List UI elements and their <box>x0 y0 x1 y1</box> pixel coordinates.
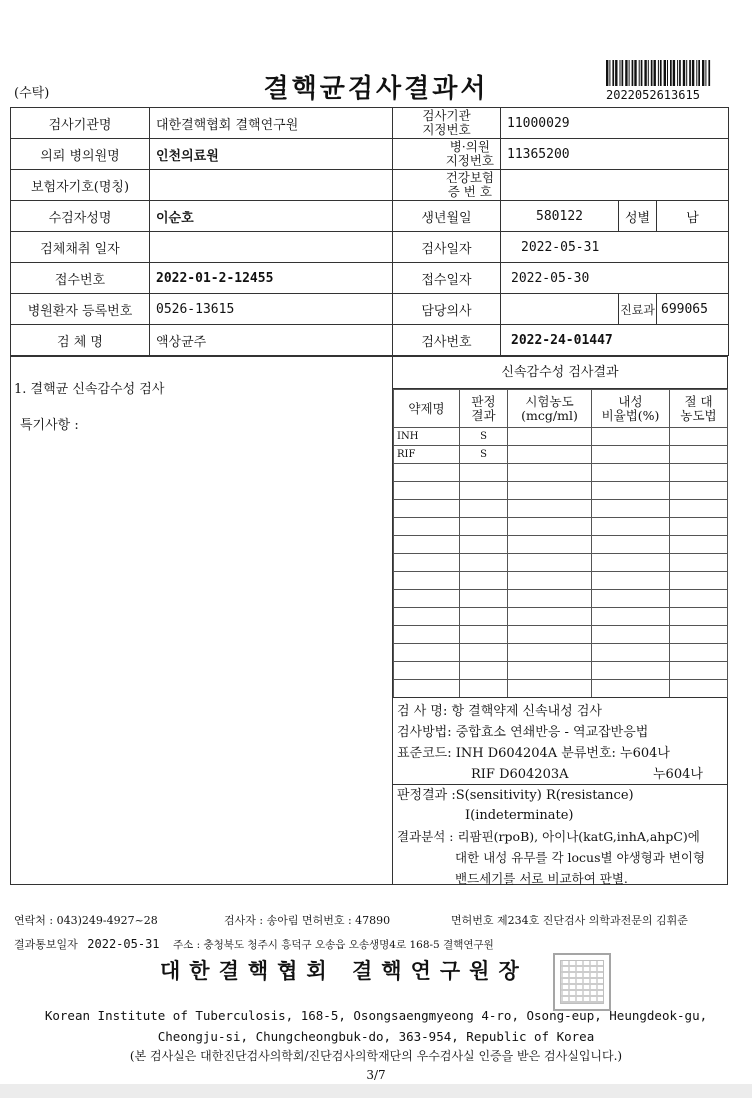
barcode-bar <box>615 60 617 86</box>
results-empty-row <box>394 518 728 536</box>
barcode-bar <box>622 60 624 86</box>
results-empty-cell <box>394 482 460 500</box>
patient-registration-label: 병원환자 등록번호 <box>11 294 150 325</box>
results-cell: S <box>460 446 508 464</box>
reception-number-value: 2022-01-2-12455 <box>150 263 393 294</box>
results-empty-cell <box>592 536 670 554</box>
barcode-bar <box>654 60 656 86</box>
barcode-bar <box>683 60 685 86</box>
results-empty-cell <box>460 518 508 536</box>
test-number-value: 2022-24-01447 <box>501 325 729 356</box>
barcode-bar <box>677 60 678 86</box>
results-empty-cell <box>508 464 592 482</box>
method-standard-code-2: RIF D604203A <box>471 767 569 782</box>
results-row <box>394 428 728 446</box>
results-empty-cell <box>670 464 728 482</box>
insurance-label: 보험자기호(명칭) <box>11 170 150 201</box>
method-standard-code: 표준코드: INH D604204A 분류번호: 누604나 <box>397 746 670 761</box>
test-date-value: 2022-05-31 <box>501 232 729 263</box>
barcode-bar <box>658 60 659 86</box>
barcode-bar <box>667 60 668 86</box>
results-cell <box>670 428 728 446</box>
results-empty-cell <box>508 608 592 626</box>
barcode-bar <box>625 60 627 86</box>
health-insurance-label <box>393 170 501 201</box>
results-header-cell: 약제명 <box>394 390 460 428</box>
results-empty-cell <box>592 644 670 662</box>
barcode-bar <box>708 60 710 86</box>
notify-date-label: 결과통보일자 <box>14 938 78 951</box>
doctor-value <box>501 294 619 325</box>
results-cell <box>670 446 728 464</box>
english-address <box>0 1005 752 1047</box>
barcode <box>606 60 712 86</box>
reception-number-label: 접수번호 <box>11 263 150 294</box>
analysis-block <box>393 826 727 889</box>
barcode-bar <box>689 60 691 86</box>
results-empty-cell <box>592 608 670 626</box>
results-empty-cell <box>394 626 460 644</box>
results-empty-cell <box>394 680 460 698</box>
results-empty-cell <box>508 554 592 572</box>
results-empty-cell <box>394 572 460 590</box>
contact: 연락처 : 043)249-4927~28 <box>14 914 158 927</box>
results-empty-cell <box>394 500 460 518</box>
results-empty-cell <box>460 572 508 590</box>
barcode-bar <box>673 60 675 86</box>
reception-date-value: 2022-05-30 <box>501 263 729 294</box>
hospital-code-value: 11365200 <box>501 139 729 170</box>
barcode-bar <box>660 60 662 86</box>
results-cell <box>592 428 670 446</box>
patient-name-label: 수검자성명 <box>11 201 150 232</box>
notify-date: 2022-05-31 <box>87 937 160 951</box>
results-table <box>393 389 728 698</box>
results-empty-cell <box>592 482 670 500</box>
test-item: 1. 결핵균 신속감수성 검사 <box>14 382 165 397</box>
method-class-code-2: 누604나 <box>653 767 703 782</box>
specimen-label: 검 체 명 <box>11 325 150 356</box>
barcode-bar <box>686 60 687 86</box>
results-empty-cell <box>394 644 460 662</box>
collect-date-value <box>150 232 393 263</box>
barcode-bar <box>705 60 706 86</box>
results-empty-row <box>394 500 728 518</box>
hospital-value: 인천의료원 <box>150 139 393 170</box>
barcode-bar <box>644 60 646 86</box>
specialist: 면허번호 제234호 진단검사 의학과전문의 김휘준 <box>451 914 688 927</box>
test-method-block <box>393 697 727 785</box>
reception-date-label: 접수일자 <box>393 263 501 294</box>
header-table <box>10 107 729 356</box>
results-empty-cell <box>592 680 670 698</box>
results-empty-row <box>394 626 728 644</box>
hospital-code-label-text: 병·의원 지정번호 <box>445 139 494 168</box>
judgement-line-1: 판정결과 :S(sensitivity) R(resistance) <box>397 788 634 803</box>
results-empty-row <box>394 608 728 626</box>
barcode-bar <box>629 60 630 86</box>
results-empty-cell <box>394 662 460 680</box>
judgement-block <box>393 786 727 826</box>
results-empty-cell <box>508 536 592 554</box>
method-procedure: 검사방법: 중합효소 연쇄반응 - 역교잡반응법 <box>397 725 649 740</box>
insurance-value <box>150 170 393 201</box>
results-cell <box>508 446 592 464</box>
analysis-line-2: 대한 내성 유무를 각 locus별 야생형과 변이형 <box>455 850 706 865</box>
results-empty-cell <box>460 482 508 500</box>
agency-code-label <box>393 108 501 139</box>
department-label: 진료과 <box>619 294 657 325</box>
results-empty-cell <box>460 608 508 626</box>
results-empty-cell <box>394 554 460 572</box>
results-empty-cell <box>460 500 508 518</box>
birth-label: 생년월일 <box>393 201 501 232</box>
patient-registration-value: 0526-13615 <box>150 294 393 325</box>
results-empty-cell <box>508 644 592 662</box>
results-empty-cell <box>592 662 670 680</box>
analysis-line-1: 결과분석 : 리팜핀(rpoB), 아이나(katG,inhA,ahpC)에 <box>397 829 700 844</box>
document-title: 결핵균검사결과서 <box>263 74 489 104</box>
sex-label: 성별 <box>619 201 657 232</box>
results-empty-cell <box>592 590 670 608</box>
barcode-bar <box>612 60 614 86</box>
birth-value: 580122 <box>501 201 619 232</box>
results-empty-row <box>394 572 728 590</box>
method-standard-code-2-row <box>397 764 723 785</box>
results-empty-row <box>394 662 728 680</box>
results-empty-cell <box>394 518 460 536</box>
results-header-cell: 절 대 농도법 <box>670 390 728 428</box>
results-row <box>394 446 728 464</box>
results-empty-cell <box>670 590 728 608</box>
results-empty-row <box>394 464 728 482</box>
results-header-cell: 판정 결과 <box>460 390 508 428</box>
judgement-line-2: I(indeterminate) <box>465 808 574 823</box>
results-empty-cell <box>460 680 508 698</box>
barcode-bar <box>639 60 640 86</box>
english-address-line-2: Cheongju-si, Chungcheongbuk-do, 363-954, Republic of Korea <box>157 1029 595 1044</box>
organization-name: 대한결핵협회 결핵연구원장 <box>160 959 528 983</box>
results-empty-cell <box>460 464 508 482</box>
results-empty-row <box>394 680 728 698</box>
english-address-line-1: Korean Institute of Tuberculosis, 168-5, Osongsaengmyeong 4-ro, Osong-eup, Heungdeok-gu, <box>44 1008 708 1023</box>
barcode-bar <box>698 60 700 86</box>
test-number-label: 검사번호 <box>393 325 501 356</box>
results-empty-cell <box>460 662 508 680</box>
results-empty-cell <box>460 554 508 572</box>
results-empty-cell <box>670 572 728 590</box>
results-cell <box>592 446 670 464</box>
results-cell <box>508 428 592 446</box>
page-number: 3/7 <box>366 1068 386 1082</box>
results-empty-row <box>394 590 728 608</box>
results-empty-cell <box>670 608 728 626</box>
results-empty-row <box>394 482 728 500</box>
results-empty-cell <box>592 572 670 590</box>
barcode-bar <box>692 60 694 86</box>
results-empty-row <box>394 536 728 554</box>
results-empty-cell <box>508 662 592 680</box>
results-cell: S <box>460 428 508 446</box>
health-insurance-value <box>501 170 729 201</box>
results-empty-cell <box>460 536 508 554</box>
results-empty-cell <box>670 536 728 554</box>
department-value: 699065 <box>657 294 729 325</box>
results-empty-cell <box>670 626 728 644</box>
results-empty-cell <box>670 500 728 518</box>
results-empty-cell <box>508 680 592 698</box>
footer-line-2 <box>14 936 734 952</box>
health-insurance-label-text: 건강보험 증 번 호 <box>445 170 494 199</box>
results-empty-cell <box>394 608 460 626</box>
results-empty-cell <box>670 554 728 572</box>
method-test-name: 검 사 명: 항 결핵약제 신속내성 검사 <box>397 704 602 719</box>
barcode-bar <box>696 60 697 86</box>
results-empty-cell <box>592 464 670 482</box>
results-empty-cell <box>508 626 592 644</box>
results-header-cell: 내성 비율법(%) <box>592 390 670 428</box>
results-empty-cell <box>460 626 508 644</box>
barcode-bar <box>648 60 649 86</box>
doctor-label: 담당의사 <box>393 294 501 325</box>
results-empty-cell <box>670 518 728 536</box>
results-header-cell: 시험농도 (mcg/ml) <box>508 390 592 428</box>
analysis-line-3: 밴드세기를 서로 비교하여 판별. <box>455 871 628 886</box>
barcode-bar <box>632 60 634 86</box>
results-empty-cell <box>592 626 670 644</box>
barcode-bar <box>651 60 653 86</box>
barcode-number: 2022052613615 <box>606 88 700 102</box>
test-date-label: 검사일자 <box>393 232 501 263</box>
results-cell: INH <box>394 428 460 446</box>
barcode-bar <box>634 60 636 86</box>
address: 주소 : 충청북도 청주시 흥덕구 오송읍 오송생명4로 168-5 결핵연구원 <box>173 939 494 951</box>
sex-value: 남 <box>657 201 729 232</box>
agency-value: 대한결핵협회 결핵연구원 <box>150 108 393 139</box>
results-empty-cell <box>592 500 670 518</box>
barcode-bar <box>641 60 643 86</box>
examiner: 검사자 : 송아림 면허번호 : 47890 <box>224 914 391 927</box>
results-empty-cell <box>670 644 728 662</box>
results-empty-row <box>394 554 728 572</box>
barcode-bar <box>702 60 704 86</box>
footer-line-1 <box>14 912 734 928</box>
results-empty-cell <box>508 590 592 608</box>
bottom-bar <box>0 1084 752 1098</box>
results-empty-cell <box>460 590 508 608</box>
agency-code-label-text: 검사기관 지정번호 <box>422 108 471 137</box>
results-empty-cell <box>394 536 460 554</box>
results-empty-cell <box>508 500 592 518</box>
patient-name-value: 이순호 <box>150 201 393 232</box>
collect-date-label: 검체채취 일자 <box>11 232 150 263</box>
results-empty-cell <box>670 662 728 680</box>
certification-notice: (본 검사실은 대한진단검사의학회/진단검사의학재단의 우수검사실 인증을 받은 검사실입니다.) <box>129 1049 623 1063</box>
special-notes: 특기사항 : <box>20 418 79 433</box>
results-title: 신속감수성 검사결과 <box>393 357 727 389</box>
agency-label: 검사기관명 <box>11 108 150 139</box>
hospital-label: 의뢰 병의원명 <box>11 139 150 170</box>
barcode-bar <box>664 60 666 86</box>
specimen-value: 액상균주 <box>150 325 393 356</box>
results-empty-cell <box>460 644 508 662</box>
barcode-bar <box>609 60 610 86</box>
results-empty-cell <box>394 464 460 482</box>
agency-code-value: 11000029 <box>501 108 729 139</box>
results-empty-cell <box>592 554 670 572</box>
results-empty-cell <box>394 590 460 608</box>
results-empty-cell <box>508 482 592 500</box>
results-cell: RIF <box>394 446 460 464</box>
results-empty-row <box>394 644 728 662</box>
barcode-bar <box>670 60 672 86</box>
results-empty-cell <box>508 518 592 536</box>
hospital-code-label <box>393 139 501 170</box>
barcode-bar <box>679 60 681 86</box>
results-empty-cell <box>670 680 728 698</box>
barcode-bar <box>606 60 608 86</box>
results-empty-cell <box>670 482 728 500</box>
official-seal <box>553 953 611 1011</box>
results-empty-cell <box>592 518 670 536</box>
results-header-row <box>394 390 728 428</box>
results-empty-cell <box>508 572 592 590</box>
copy-label: (수탁) <box>14 86 50 101</box>
barcode-bar <box>620 60 621 86</box>
